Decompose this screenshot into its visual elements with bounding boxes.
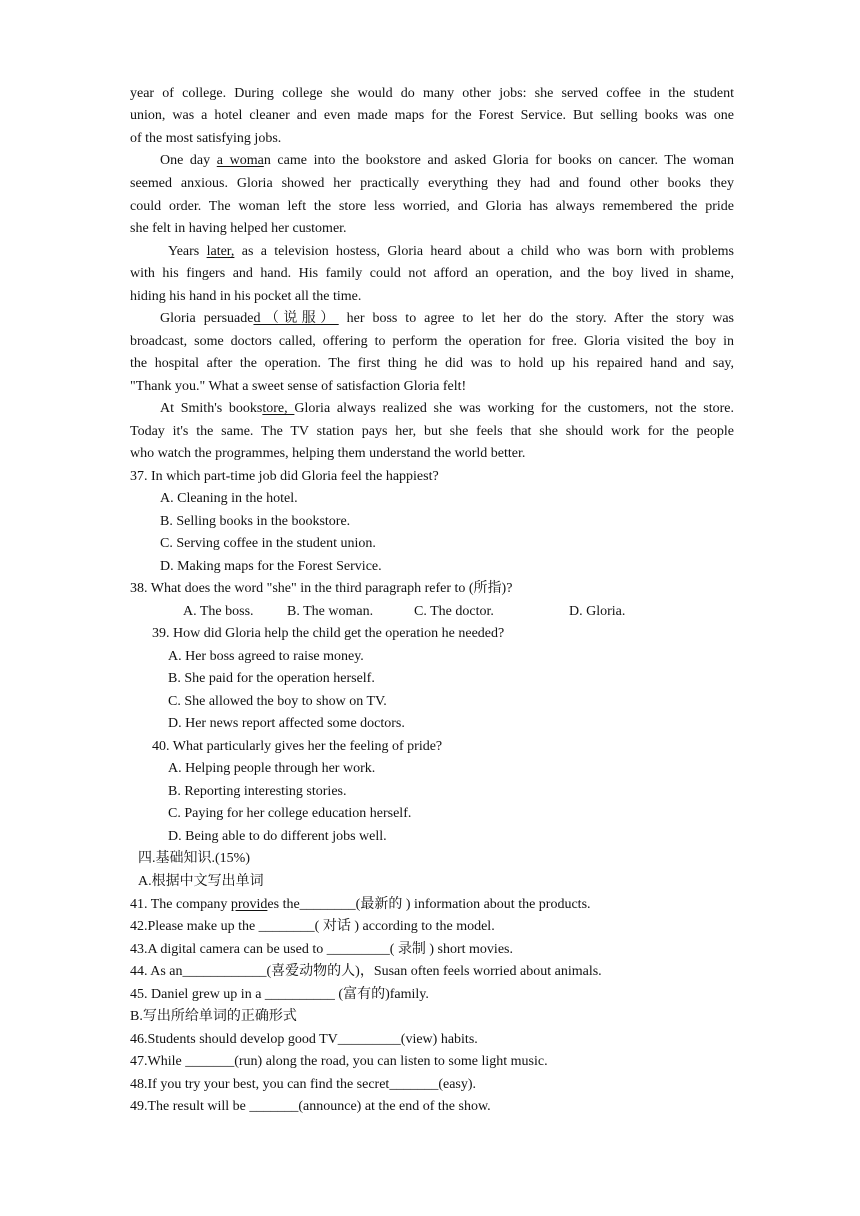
fill-in-question: 47.While _______(run) along the road, you can listen to some light music. (130, 1054, 548, 1069)
passage-line: Gloria persuaded（说服） her boss to agree to let her do the story. After the story was (160, 311, 734, 326)
passage-line: hiding his hand in his pocket all the time. (130, 289, 362, 304)
fill-in-question: 43.A digital camera can be used to _________( 录制 ) short movies. (130, 942, 513, 957)
passage-line: seemed anxious. Gloria showed her practically everything they had and found other books they (130, 176, 734, 191)
answer-option: A. Helping people through her work. (168, 761, 376, 776)
passage-line: One day a woman came into the bookstore and asked Gloria for books on cancer. The woman (160, 153, 734, 168)
passage-line: At Smith's bookstore, Gloria always realized she was working for the customers, not the store. (160, 401, 735, 416)
answer-option: B. The woman. (287, 604, 374, 619)
question-stem: 38. What does the word "she" in the third paragraph refer to (所指)? (130, 581, 513, 596)
answer-option: D. Making maps for the Forest Service. (160, 559, 382, 574)
question-stem: 37. In which part-time job did Gloria feel the happiest? (130, 469, 439, 484)
answer-option: A. Her boss agreed to raise money. (168, 649, 364, 664)
answer-option: C. Serving coffee in the student union. (160, 536, 376, 551)
passage-line: with his fingers and hand. His family could not afford an operation, and the boy lived in shame, (130, 266, 734, 281)
passage-line: the hospital after the operation. The first thing he did was to hold up his repaired hand and say, (130, 356, 734, 371)
fill-in-question: 44. As an____________(喜爱动物的人)，Susan often feels worried about animals. (130, 964, 602, 979)
underlined-text: provid (230, 897, 268, 912)
answer-option: A. Cleaning in the hotel. (160, 491, 298, 506)
answer-option: B. She paid for the operation herself. (168, 671, 375, 686)
passage-line: union, was a hotel cleaner and even made maps for the Forest Service. But selling books was one (130, 108, 734, 123)
passage-line: Today it's the same. The TV station pays her, but she feels that she should work for the people (130, 424, 734, 439)
passage-line: broadcast, some doctors called, offering to perform the operation for free. Gloria visited the boy in (130, 334, 734, 349)
answer-option: C. The doctor. (414, 604, 494, 619)
underlined-text: later, (206, 244, 235, 259)
subsection-heading: B.写出所给单词的正确形式 (130, 1009, 297, 1024)
fill-in-question: 48.If you try your best, you can find the secret_______(easy). (130, 1077, 477, 1092)
answer-option: D. Gloria. (569, 604, 626, 619)
answer-option: D. Her news report affected some doctors. (168, 716, 405, 731)
underlined-text: tore, (262, 401, 295, 416)
answer-option: C. She allowed the boy to show on TV. (168, 694, 387, 709)
question-stem: 40. What particularly gives her the feeling of pride? (152, 739, 443, 754)
answer-option: C. Paying for her college education herself. (168, 806, 412, 821)
passage-line: "Thank you." What a sweet sense of satisfaction Gloria felt! (130, 379, 467, 394)
fill-in-question: 41. The company provides the________(最新的 ) information about the products. (130, 897, 591, 912)
answer-option: A. The boss. (183, 604, 254, 619)
passage-line: of the most satisfying jobs. (130, 131, 282, 146)
passage-line: year of college. During college she would do many other jobs: she served coffee in the student (130, 86, 734, 101)
answer-option: B. Selling books in the bookstore. (160, 514, 351, 529)
passage-line: Years later, as a television hostess, Gloria heard about a child who was born with problems (168, 244, 735, 259)
passage-line: she felt in having helped her customer. (130, 221, 347, 236)
underlined-text: a woma (216, 153, 264, 168)
underlined-text: d（说服） (253, 311, 339, 326)
fill-in-question: 49.The result will be _______(announce) at the end of the show. (130, 1099, 491, 1114)
question-stem: 39. How did Gloria help the child get the operation he needed? (152, 626, 505, 641)
passage-line: who watch the programmes, helping them understand the world better. (130, 446, 526, 461)
fill-in-question: 46.Students should develop good TV_________(view) habits. (130, 1032, 478, 1047)
passage-line: could order. The woman left the store less worried, and Gloria has always remembered the pride (130, 199, 734, 214)
subsection-heading: A.根据中文写出单词 (138, 874, 264, 889)
section-heading: 四.基础知识.(15%) (138, 851, 250, 866)
answer-option: B. Reporting interesting stories. (168, 784, 347, 799)
fill-in-question: 45. Daniel grew up in a __________ (富有的)family. (130, 987, 429, 1002)
fill-in-question: 42.Please make up the ________( 对话 ) according to the model. (130, 919, 495, 934)
answer-option: D. Being able to do different jobs well. (168, 829, 387, 844)
